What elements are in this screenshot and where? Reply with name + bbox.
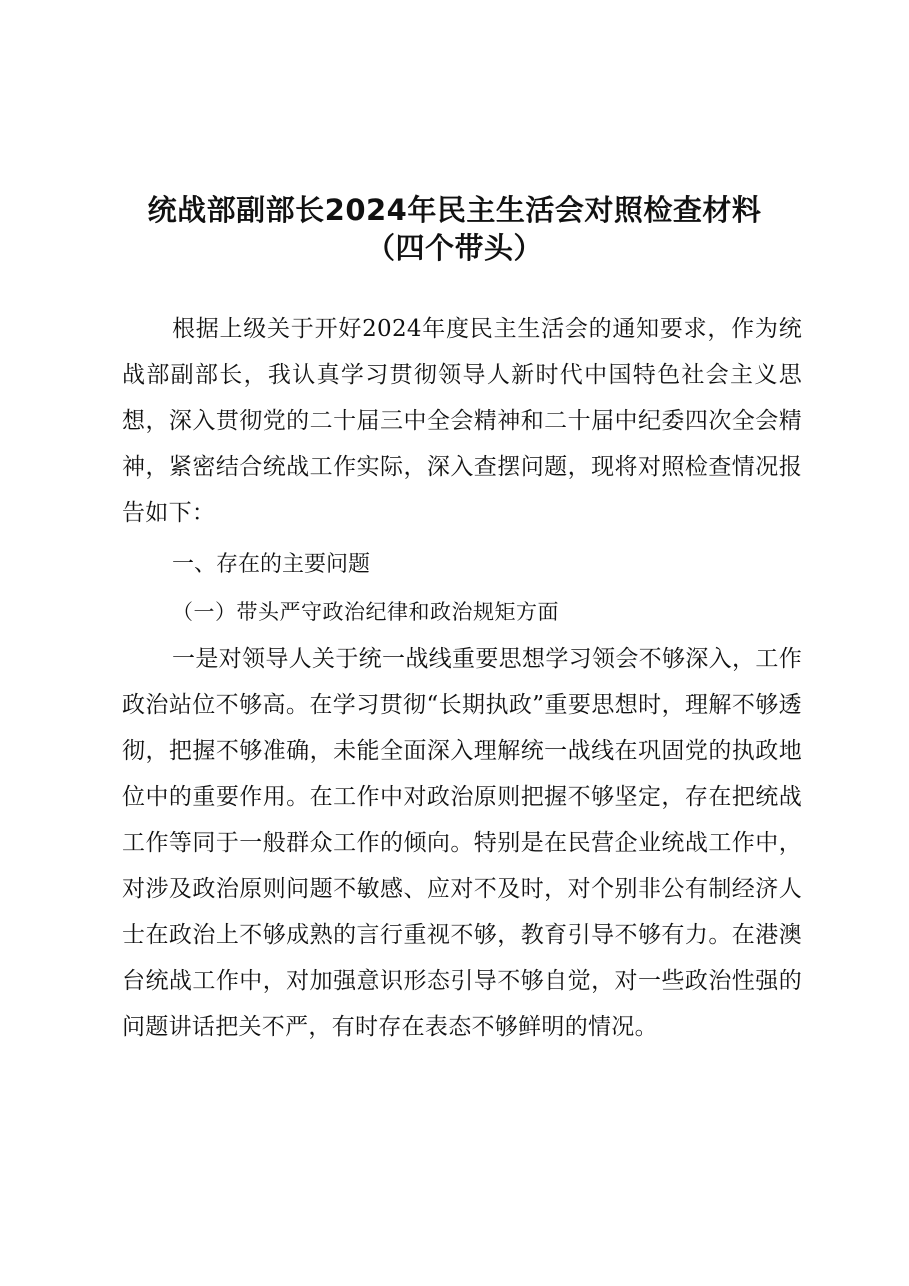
section-heading: 一、存在的主要问题 [172,552,371,577]
document-title: 统战部副部长2024年民主生活会对照检查材料 [147,193,762,227]
document-subtitle: （四个带头） [365,231,543,265]
intro-paragraph: 根据上级关于开好2024年度民主生活会的通知要求，作为统战部副部长，我认真学习贯彻领导人新时代中国特色社会主义思想，深入贯彻党的二十届三中全会精神和二十届中纪委四次全会精神，紧密结合统战工作实际，深入查摆问题，现将对照检查情况报告如下： [122,316,802,526]
subsection-heading: （一）带头严守政治纪律和政治规矩方面 [172,600,559,624]
body-paragraph: 一是对领导人关于统一战线重要思想学习领会不够深入，工作政治站位不够高。在学习贯彻“长期执政”重要思想时，理解不够透彻，把握不够准确，未能全面深入理解统一战线在巩固党的执政地位中的重要作用。在工作中对政治原则把握不够坚定，存在把统战工作等同于一般群众工作的倾向。特别是在民营企业统战工作中，对涉及政治原则问题不敏感、应对不及时，对个别非公有制经济人士在政治上不够成熟的言行重视不够，教育引导不够有力。在港澳台统战工作中，对加强意识形态引导不够自觉，对一些政治性强的问题讲话把关不严，有时存在表态不够鲜明的情况。 [122,646,802,1040]
